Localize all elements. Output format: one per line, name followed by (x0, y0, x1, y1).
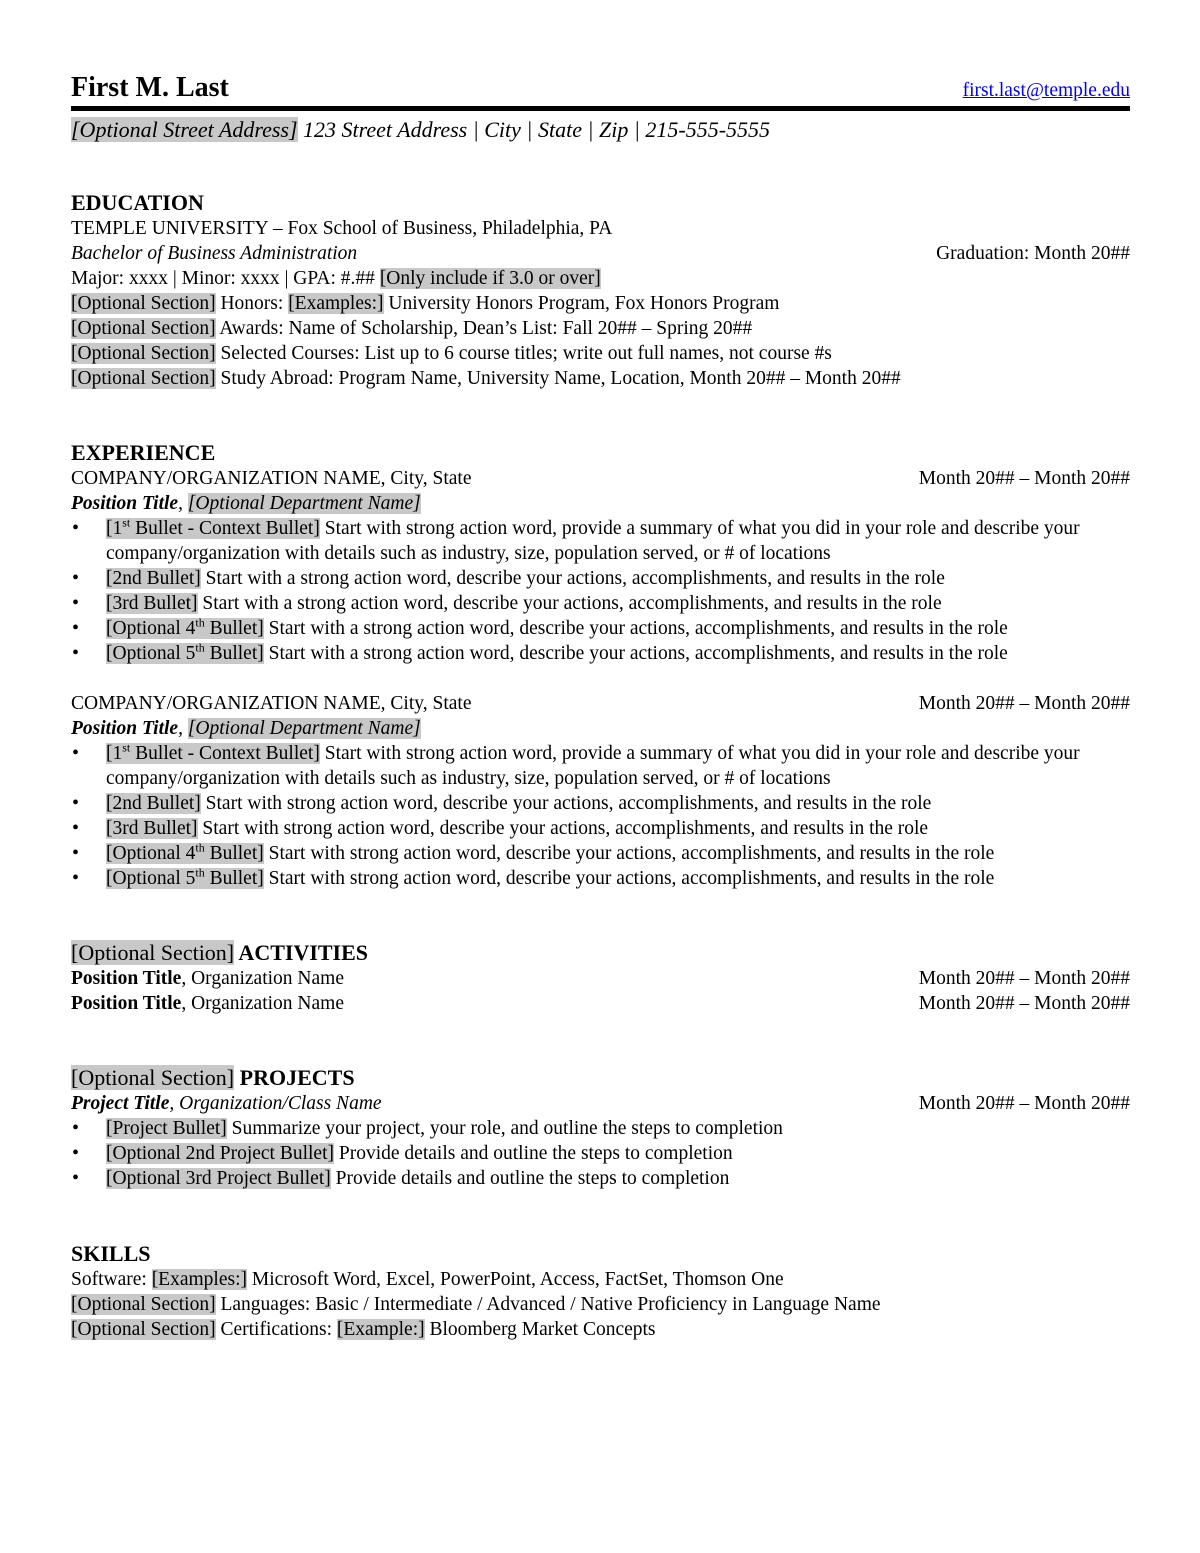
position-line: Position Title, [Optional Department Name] (71, 493, 421, 514)
bullet-tag: [3rd Bullet] (106, 818, 198, 839)
certification-example-tag: [Example:] (336, 1319, 425, 1340)
degree-name: Bachelor of Business Administration (71, 243, 358, 264)
honors-label: Honors: (215, 293, 289, 314)
bullet-item (71, 641, 1130, 666)
bullet-tag: [2nd Bullet] (106, 793, 201, 814)
resume-header (71, 70, 1130, 106)
software-label: Software: (71, 1269, 152, 1290)
bullet-text: Summarize your project, your role, and outline the steps to completion (226, 1118, 783, 1139)
department-tag: [Optional Department Name] (187, 718, 421, 739)
project-bullets (71, 1116, 1130, 1191)
bullet-text: Provide details and outline the steps to completion (334, 1143, 733, 1164)
section-title-activities (71, 940, 1130, 966)
company-name: COMPANY/ORGANIZATION NAME, City, State (71, 693, 472, 714)
optional-address-tag: [Optional Street Address] (71, 117, 298, 142)
bullet-item (71, 816, 1130, 841)
job-entry (71, 691, 1130, 891)
activity-org: , Organization Name (181, 993, 344, 1014)
header-rule (71, 106, 1130, 111)
bullet-tag: [Optional 2nd Project Bullet] (106, 1143, 335, 1164)
bullet-item (71, 841, 1130, 866)
bullet-item (71, 866, 1130, 891)
bullet-tag: [3rd Bullet] (106, 593, 198, 614)
major-text: Major: xxxx | Minor: xxxx | GPA: #.## (71, 268, 380, 289)
optional-tag: [Optional Section] (71, 293, 216, 314)
courses-text: Selected Courses: List up to 6 course titles; write out full names, not course #s (215, 343, 832, 364)
major-line (71, 266, 1130, 291)
bullet-item (71, 616, 1130, 641)
bullet-text: Start with strong action word, describe your actions, accomplishments, and results in the role (200, 793, 932, 814)
gpa-note: [Only include if 3.0 or over] (379, 268, 601, 289)
graduation-date: Graduation: Month 20## (936, 243, 1130, 264)
job-dates: Month 20## – Month 20## (918, 693, 1130, 714)
optional-tag: [Optional Section] (71, 343, 216, 364)
optional-tag: [Optional Section] (71, 318, 216, 339)
awards-line (71, 316, 1130, 341)
certifications-line (71, 1317, 1130, 1342)
optional-tag: [Optional Section] (71, 940, 235, 965)
experience-section (71, 440, 1130, 891)
study-abroad-text: Study Abroad: Program Name, University Name, Location, Month 20## – Month 20## (215, 368, 901, 389)
activity-item (71, 991, 1130, 1016)
bullet-item (71, 1141, 1130, 1166)
software-line (71, 1267, 1130, 1292)
bullet-item (71, 516, 1130, 566)
company-name: COMPANY/ORGANIZATION NAME, City, State (71, 468, 472, 489)
school-line: TEMPLE UNIVERSITY – Fox School of Business, Philadelphia, PA (71, 218, 613, 239)
section-title-experience: EXPERIENCE (71, 440, 216, 465)
section-title-education: EDUCATION (71, 190, 204, 215)
job-dates: Month 20## – Month 20## (918, 468, 1130, 489)
bullet-tag: [Optional 3rd Project Bullet] (106, 1168, 331, 1189)
degree-line (71, 241, 1130, 266)
languages-line (71, 1292, 1130, 1317)
bullet-text: Start with strong action word, provide a summary of what you did in your role and describe your company/organization with details such as industry, size, population served, or # of locations (106, 518, 1080, 564)
email-link[interactable]: first.last@temple.edu (962, 80, 1130, 101)
project-org: , Organization/Class Name (169, 1093, 382, 1114)
optional-tag: [Optional Section] (71, 1319, 216, 1340)
job-bullets (71, 516, 1130, 666)
bullet-tag: [Optional 5th Bullet] (106, 865, 264, 889)
project-title: Project Title (71, 1093, 170, 1114)
courses-line (71, 341, 1130, 366)
bullet-text: Start with strong action word, describe your actions, accomplishments, and results in the role (197, 818, 929, 839)
optional-tag: [Optional Section] (71, 1294, 216, 1315)
bullet-item (71, 1116, 1130, 1141)
address-text: 123 Street Address | City | State | Zip | 215-555-5555 (297, 117, 771, 142)
bullet-tag: [Optional 4th Bullet] (106, 615, 264, 639)
activity-position: Position Title (71, 993, 182, 1014)
languages-text: Languages: Basic / Intermediate / Advanced / Native Proficiency in Language Name (215, 1294, 881, 1315)
bullet-text: Start with strong action word, provide a summary of what you did in your role and describe your company/organization with details such as industry, size, population served, or # of locations (106, 743, 1080, 789)
study-abroad-line (71, 366, 1130, 391)
certifications-text: Bloomberg Market Concepts (424, 1319, 656, 1340)
company-line (71, 691, 1130, 716)
job-entry (71, 466, 1130, 666)
bullet-tag: [Project Bullet] (106, 1118, 227, 1139)
company-line (71, 466, 1130, 491)
bullet-text: Start with strong action word, describe your actions, accomplishments, and results in the role (263, 868, 995, 889)
activity-position: Position Title (71, 968, 182, 989)
bullet-text: Start with strong action word, describe your actions, accomplishments, and results in the role (263, 843, 995, 864)
activity-item (71, 966, 1130, 991)
bullet-text: Start with a strong action word, describe your actions, accomplishments, and results in the role (197, 593, 942, 614)
awards-text: Awards: Name of Scholarship, Dean’s List: Fall 20## – Spring 20## (215, 318, 753, 339)
job-bullets (71, 741, 1130, 891)
department-tag: [Optional Department Name] (187, 493, 421, 514)
bullet-item (71, 1166, 1130, 1191)
bullet-tag: [1st Bullet - Context Bullet] (106, 515, 320, 539)
project-line (71, 1091, 1130, 1116)
bullet-tag: [1st Bullet - Context Bullet] (106, 740, 320, 764)
activity-org: , Organization Name (181, 968, 344, 989)
optional-tag: [Optional Section] (71, 368, 216, 389)
position-title: Position Title (71, 493, 179, 514)
activities-title: ACTIVITIES (234, 940, 369, 965)
activity-dates: Month 20## – Month 20## (918, 968, 1130, 989)
projects-title: PROJECTS (234, 1065, 355, 1090)
address-line (71, 116, 1130, 144)
bullet-item (71, 791, 1130, 816)
position-title: Position Title (71, 718, 179, 739)
projects-section (71, 1065, 1130, 1191)
position-line: Position Title, [Optional Department Name] (71, 718, 421, 739)
bullet-item (71, 741, 1130, 791)
bullet-text: Start with a strong action word, describe your actions, accomplishments, and results in the role (263, 618, 1008, 639)
bullet-item (71, 591, 1130, 616)
activities-section (71, 940, 1130, 1016)
candidate-name: First M. Last (71, 72, 229, 103)
honors-examples-tag: [Examples:] (288, 293, 384, 314)
education-section (71, 190, 1130, 391)
bullet-text: Start with a strong action word, describe your actions, accomplishments, and results in the role (263, 643, 1008, 664)
bullet-tag: [Optional 4th Bullet] (106, 840, 264, 864)
bullet-text: Start with a strong action word, describe your actions, accomplishments, and results in the role (200, 568, 945, 589)
activity-dates: Month 20## – Month 20## (918, 993, 1130, 1014)
bullet-item (71, 566, 1130, 591)
resume-page (71, 70, 1130, 1342)
optional-tag: [Optional Section] (71, 1065, 235, 1090)
software-examples-tag: [Examples:] (151, 1269, 247, 1290)
bullet-tag: [2nd Bullet] (106, 568, 201, 589)
bullet-tag: [Optional 5th Bullet] (106, 640, 264, 664)
section-title-skills: SKILLS (71, 1241, 151, 1266)
project-dates: Month 20## – Month 20## (918, 1093, 1130, 1114)
software-text: Microsoft Word, Excel, PowerPoint, Access, FactSet, Thomson One (247, 1269, 784, 1290)
skills-section (71, 1241, 1130, 1342)
certifications-label: Certifications: (215, 1319, 337, 1340)
section-title-projects (71, 1065, 1130, 1091)
bullet-text: Provide details and outline the steps to completion (330, 1168, 730, 1189)
honors-line (71, 291, 1130, 316)
honors-text: University Honors Program, Fox Honors Program (383, 293, 780, 314)
